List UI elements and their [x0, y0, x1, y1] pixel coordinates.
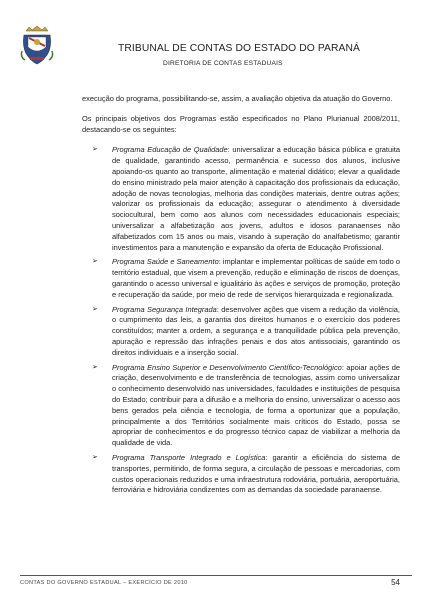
programs-list [82, 145, 400, 496]
footer-caption: CONTAS DO GOVERNO ESTADUAL – EXERCÍCIO DE 2010 [20, 580, 188, 586]
arrow-bullet-icon: ➢ [92, 258, 98, 266]
state-coat-of-arms-icon [20, 25, 54, 65]
list-item [92, 305, 400, 359]
arrow-bullet-icon: ➢ [92, 363, 98, 371]
program-description: : apoiar ações de criação, desenvolvimento e de transferência de tecnologias, assim como universalizar o conhecimento desenvolvido nas universidades, faculdades e instituições de pesquisa do Estado; contribuir para a difusão e a melhoria do ensino, universalizar o acesso aos bens gerados pela ciência e tecnologia, de forma a oportunizar que a população, principalmente a dos Territórios socialmente mais críticos do Estado, possa se apropriar de conhecimentos e do progresso técnico capaz de viabilizar a melhoria da qualidade de vida. [112, 362, 400, 448]
list-item [92, 453, 400, 496]
objectives-paragraph: Os principais objetivos dos Programas estão especificados no Plano Plurianual 2008/2011, destacando-se os seguintes: [82, 113, 400, 134]
program-description: : implantar e implementar políticas de saúde em todo o território estadual, que visem a prevenção, redução e eliminação de riscos de doenças, garantindo o acesso universal e igualitário às ações e serviços de promoção, proteção e recuperação da saúde, por meio de rede de serviços hierarquizada e regionalizada. [112, 257, 400, 299]
list-item [92, 145, 400, 253]
list-item [92, 257, 400, 300]
department-subtitle: DIRETORIA DE CONTAS ESTADUAIS [163, 60, 283, 67]
program-title: Programa Saúde e Saneamento [112, 257, 219, 267]
footer-divider [20, 575, 412, 576]
program-title: Programa Segurança Integrada [112, 304, 217, 314]
page-header [20, 25, 412, 85]
document-body [82, 86, 400, 500]
page-number: 54 [391, 578, 400, 587]
intro-paragraph: execução do programa, possibilitando-se, assim, a avaliação objetiva da atuação do Governo. [82, 94, 393, 103]
program-description: : desenvolver ações que visem a redução da violência, o cumprimento das leis, a garantia dos direitos humanos e o exercício dos poderes constituídos; manter a ordem, a segurança e a tranquilidade pública pela prevenção, apuração e repressão das infrações penais e dos atos antissociais, garantindo os direitos individuais e a inserção social. [112, 304, 400, 357]
program-title: Programa Ensino Superior e Desenvolvimento Científico-Tecnológico [112, 362, 342, 372]
arrow-bullet-icon: ➢ [92, 146, 98, 154]
program-title: Programa Educação de Qualidade [112, 145, 228, 155]
organization-title: TRIBUNAL DE CONTAS DO ESTADO DO PARANÁ [118, 43, 360, 54]
arrow-bullet-icon: ➢ [92, 305, 98, 313]
list-item [92, 363, 400, 449]
program-title: Programa Transporte Integrado e Logística [112, 452, 266, 462]
arrow-bullet-icon: ➢ [92, 453, 98, 461]
program-description: : universalizar a educação básica pública e gratuita de qualidade, garantindo acesso, permanência e sucesso dos alunos, inclusive apoiando-os quanto ao transporte, alimentação e material didático; elevar a qualidade do ensino ministrado pela maior atenção à capacitação dos profissionais da educação, adoção de novas tecnologias, melhoria das condições materiais, dentre outras ações; valorizar os profissionais da educação; assegurar o atendimento à diversidade sociocultural, bem como aos alunos com necessidades educacionais especiais; universalizar a alfabetização aos jovens, adultos e idosos paranaenses não alfabetizados com 15 anos ou mais, visando à superação do analfabetismo; garantir investimentos para a manutenção e expansão da oferta de Educação Profissional. [112, 145, 400, 252]
program-description: : garantir a eficiência do sistema de transportes, permitindo, de forma segura, a circulação de pessoas e mercadorias, com custos operacionais reduzidos e uma infraestrutura rodoviária, portuária, aeroportuária, ferroviária e hidroviária condizentes com as demandas da sociedade paranaense. [112, 452, 400, 495]
